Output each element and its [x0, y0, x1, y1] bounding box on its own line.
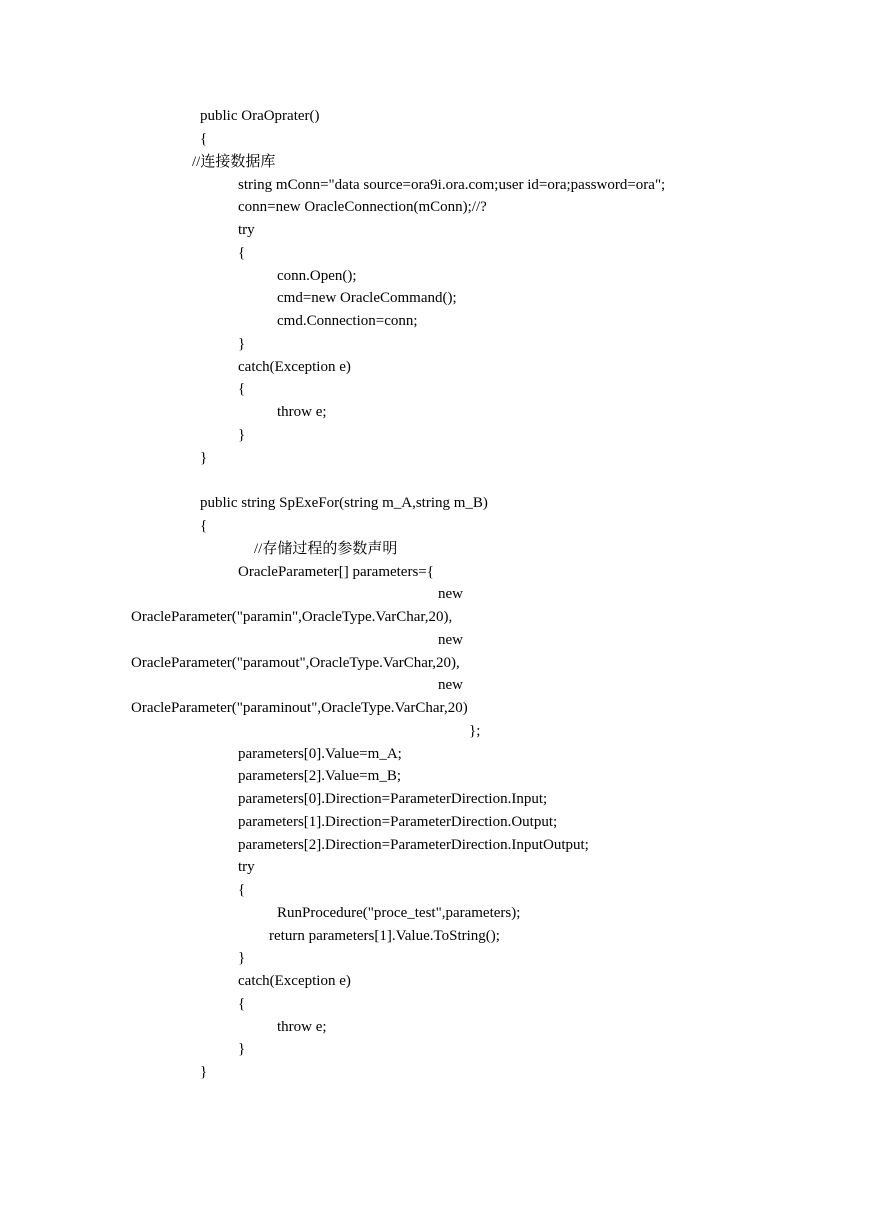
- code-line-27: };: [469, 723, 481, 739]
- code-line-13: {: [238, 381, 246, 397]
- code-line-23: new: [438, 632, 463, 648]
- code-line-2: {: [200, 131, 208, 147]
- code-line-4: string mConn="data source=ora9i.ora.com;user id=ora;password=ora";: [238, 177, 666, 193]
- code-line-29: parameters[2].Value=m_B;: [238, 768, 401, 784]
- code-line-28: parameters[0].Value=m_A;: [238, 746, 402, 762]
- code-line-5: conn=new OracleConnection(mConn);//?: [238, 199, 487, 215]
- code-line-26: OracleParameter("paraminout",OracleType.VarChar,20): [131, 700, 468, 716]
- code-line-16: }: [200, 450, 208, 466]
- code-line-15: }: [238, 427, 246, 443]
- code-line-36: return parameters[1].Value.ToString();: [269, 928, 500, 944]
- code-line-12: catch(Exception e): [238, 359, 351, 375]
- code-line-37: }: [238, 950, 246, 966]
- code-line-7: {: [238, 245, 246, 261]
- code-line-31: parameters[1].Direction=ParameterDirection.Output;: [238, 814, 558, 830]
- code-line-30: parameters[0].Direction=ParameterDirection.Input;: [238, 791, 548, 807]
- code-line-33: try: [238, 859, 255, 875]
- code-line-21: new: [438, 586, 463, 602]
- code-line-35: RunProcedure("proce_test",parameters);: [277, 905, 521, 921]
- code-line-41: }: [238, 1041, 246, 1057]
- code-line-39: {: [238, 996, 246, 1012]
- code-line-40: throw e;: [277, 1019, 327, 1035]
- code-line-8: conn.Open();: [277, 268, 357, 284]
- code-line-9: cmd=new OracleCommand();: [277, 290, 457, 306]
- code-line-3: //连接数据库: [192, 154, 276, 170]
- code-line-42: }: [200, 1064, 208, 1080]
- code-line-10: cmd.Connection=conn;: [277, 313, 418, 329]
- code-line-6: try: [238, 222, 255, 238]
- code-line-32: parameters[2].Direction=ParameterDirection.InputOutput;: [238, 837, 589, 853]
- code-line-18: {: [200, 518, 208, 534]
- code-line-11: }: [238, 336, 246, 352]
- code-line-22: OracleParameter("paramin",OracleType.VarChar,20),: [131, 609, 453, 625]
- code-line-38: catch(Exception e): [238, 973, 351, 989]
- code-line-34: {: [238, 882, 246, 898]
- code-line-24: OracleParameter("paramout",OracleType.VarChar,20),: [131, 655, 460, 671]
- code-line-17: public string SpExeFor(string m_A,string m_B): [200, 495, 488, 511]
- code-line-20: OracleParameter[] parameters={: [238, 564, 434, 580]
- code-line-14: throw e;: [277, 404, 327, 420]
- code-line-25: new: [438, 677, 463, 693]
- code-line-19: //存储过程的参数声明: [254, 541, 398, 557]
- code-line-1: public OraOprater(): [200, 108, 320, 124]
